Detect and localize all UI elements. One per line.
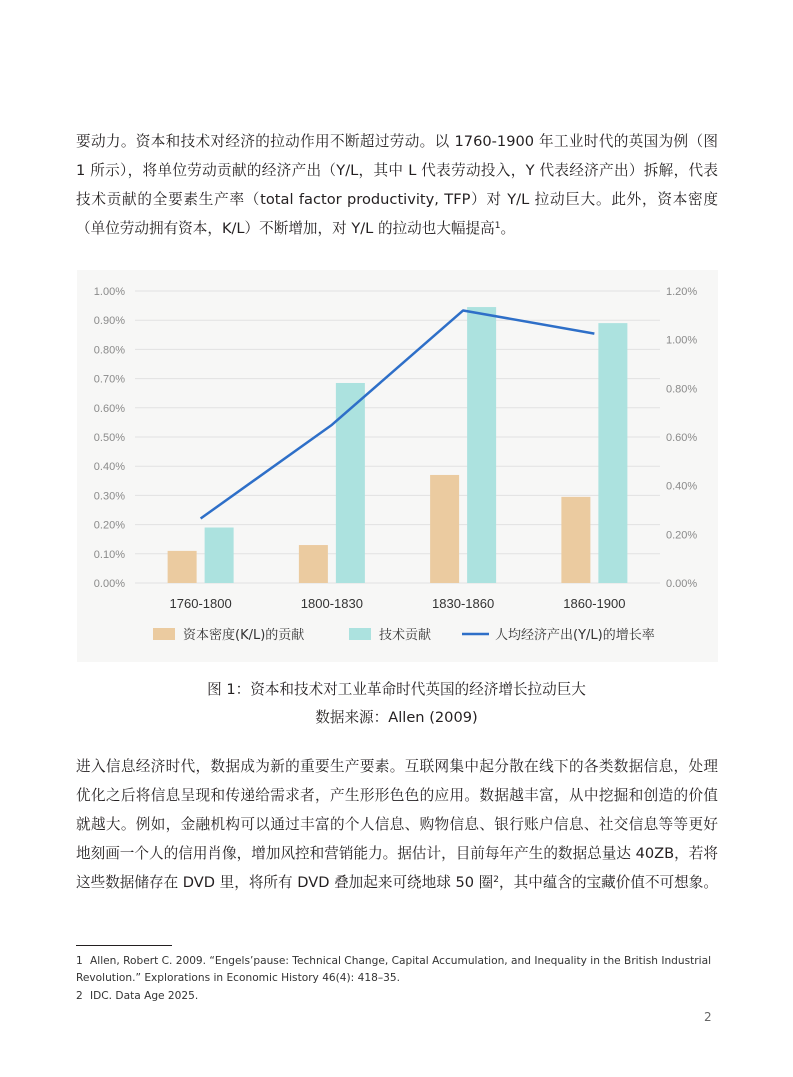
capital-density-bar [430, 475, 459, 583]
footnote-2 [76, 988, 718, 1005]
x-category-label: 1800-1830 [300, 596, 363, 611]
body-paragraph-2 [76, 752, 718, 897]
chart-figure [77, 270, 718, 662]
footnote-1-text: Allen, Robert C. 2009. “Engels’pause: Technical Change, Capital Accumulation, and Inequality in the British Industrial Revolution.” Explorations in Economic History 46(4): 418–35. [76, 955, 712, 984]
right-tick-label: 0.20% [666, 529, 698, 542]
left-tick-label: 0.80% [93, 344, 125, 357]
left-tick-label: 0.00% [93, 578, 125, 590]
x-category-label: 1760-1800 [169, 596, 232, 611]
left-tick-label: 0.60% [93, 402, 125, 415]
left-tick-label: 0.70% [93, 373, 125, 386]
page-number: 2 [704, 1010, 712, 1024]
footnote-2-number: 2 [76, 990, 83, 1002]
right-tick-label: 1.20% [666, 286, 698, 298]
legend-technology-label: 技术贡献 [379, 628, 432, 643]
capital-density-bar [168, 551, 197, 583]
footnote-ref-1[interactable]: 1 [494, 221, 501, 231]
figure-caption: 图 1：资本和技术对工业革命时代英国的经济增长拉动巨大 [207, 681, 586, 698]
right-tick-label: 1.00% [666, 334, 698, 347]
legend-capital-density-swatch [153, 628, 175, 640]
left-tick-label: 0.20% [93, 519, 125, 532]
legend-capital-density-label: 资本密度(K/L)的贡献 [183, 628, 305, 643]
technology-bar [467, 307, 496, 583]
right-tick-label: 0.60% [666, 432, 698, 444]
output-growth-line [201, 310, 595, 518]
technology-bar [336, 383, 365, 583]
legend-output-growth-label: 人均经济产出(Y/L)的增长率 [495, 628, 655, 643]
paragraph-1-end: 。 [500, 220, 516, 237]
legend-technology-swatch [349, 628, 371, 640]
footnote-1 [76, 953, 718, 987]
left-tick-label: 0.50% [93, 432, 125, 444]
paragraph-2-text: 进入信息经济时代，数据成为新的重要生产要素。互联网集中起分散在线下的各类数据信息，处理优化之后将信息呈现和传递给需求者，产生形形色色的应用。数据越丰富，从中挖掘和创造的价值就越大。例如，金融机构可以通过丰富的个人信息、购物信息、银行账户信息、社交信息等等更好地刻画一个人的信用肖像，增加风控和营销能力。据估计，目前每年产生的数据总量达 40ZB，若将这些数据储存在 DVD 里，将所有 DVD 叠加起来可绕地球 50 圈 [76, 758, 718, 891]
right-tick-label: 0.40% [666, 480, 698, 493]
left-tick-label: 0.30% [93, 490, 125, 503]
capital-density-bar [561, 497, 590, 583]
technology-bar [205, 528, 234, 583]
paragraph-1-text: 要动力。资本和技术对经济的拉动作用不断超过劳动。以 1760-1900 年工业时代的英国为例（图 1 所示），将单位劳动贡献的经济产出（Y/L，其中 L 代表劳动投入，Y 代表经济产出）拆解，代表技术贡献的全要素生产率（total factor productivity, TFP）对 Y/L 拉动巨大。此外，资本密度（单位劳动拥有资本，K/L）不断增加，对 Y/L 的拉动也大幅提高 [76, 133, 718, 237]
footnote-divider [76, 945, 172, 946]
chart-svg [77, 270, 718, 662]
technology-bar [598, 323, 627, 583]
figure-source: 数据来源：Allen (2009) [315, 709, 478, 726]
left-tick-label: 1.00% [93, 286, 125, 298]
x-category-label: 1830-1860 [432, 596, 495, 611]
footnote-1-number: 1 [76, 955, 83, 967]
capital-density-bar [299, 545, 328, 583]
left-tick-label: 0.10% [93, 548, 125, 561]
right-tick-label: 0.00% [666, 578, 698, 590]
left-tick-label: 0.90% [93, 315, 125, 328]
body-paragraph-1 [76, 127, 718, 243]
x-category-label: 1860-1900 [563, 596, 626, 611]
footnote-2-text: IDC. Data Age 2025. [90, 990, 199, 1002]
right-tick-label: 0.80% [666, 383, 698, 396]
footnote-ref-2[interactable]: 2 [493, 875, 500, 885]
left-tick-label: 0.40% [93, 461, 125, 474]
paragraph-2-end: ，其中蕴含的宝藏价值不可想象。 [499, 874, 718, 891]
